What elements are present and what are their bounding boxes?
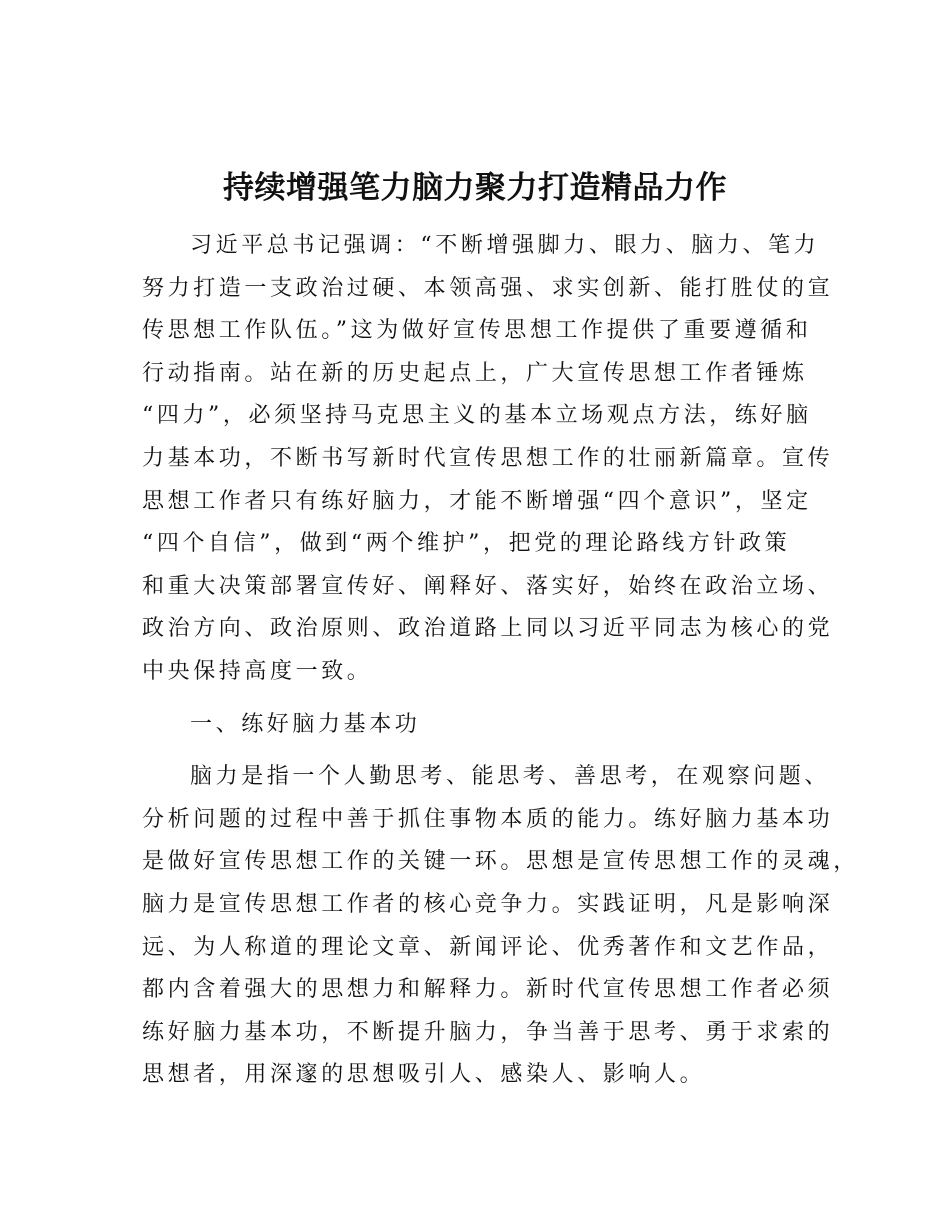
text-line: 习近平总书记强调：“不断增强脚力、眼力、脑力、笔力 [190, 233, 820, 258]
paragraph-intro [142, 225, 834, 694]
section-heading: 一、练好脑力基本功 [190, 711, 421, 737]
text-line: 分析问题的过程中善于抓住事物本质的能力。练好脑力基本功 [142, 806, 834, 832]
paragraph-spacer [142, 746, 822, 756]
text-line: 中央保持高度一致。 [142, 658, 373, 684]
text-line: 和重大决策部署宣传好、阐释好、落实好，始终在政治立场、 [142, 573, 834, 599]
text-line: “四力”，必须坚持马克思主义的基本立场观点方法，练好脑 [142, 403, 812, 429]
text-line: 行动指南。站在新的历史起点上，广大宣传思想工作者锤炼 [142, 360, 808, 386]
text-line: 是做好宣传思想工作的关键一环。思想是宣传思想工作的灵魂， [142, 849, 859, 875]
text-line: 练好脑力基本功，不断提升脑力，争当善于思考、勇于求索的 [142, 1019, 834, 1045]
text-line: 都内含着强大的思想力和解释力。新时代宣传思想工作者必须 [142, 977, 834, 1003]
paragraph-spacer [142, 694, 822, 704]
text-line: 政治方向、政治原则、政治道路上同以习近平同志为核心的党 [142, 616, 834, 642]
text-line: 脑力是指一个人勤思考、能思考、善思考，在观察问题、 [190, 764, 831, 790]
document-title: 持续增强笔力脑力聚力打造精品力作 [223, 170, 727, 206]
text-line: 远、为人称道的理论文章、新闻评论、优秀著作和文艺作品， [142, 934, 834, 960]
text-line: 传思想工作队伍。”这为做好宣传思想工作提供了重要遵循和 [142, 318, 812, 344]
text-line: 脑力是宣传思想工作者的核心竞争力。实践证明，凡是影响深 [142, 891, 834, 917]
text-line: 力基本功，不断书写新时代宣传思想工作的壮丽新篇章。宣传 [142, 445, 834, 471]
paragraph-section-1 [142, 756, 859, 1097]
document-body [142, 225, 859, 1097]
text-line: 思想工作者只有练好脑力，才能不断增强“四个意识”，坚定 [142, 488, 812, 514]
text-line: “四个自信”，做到“两个维护”，把党的理论路线方针政策 [142, 531, 791, 557]
text-line: 努力打造一支政治过硬、本领高强、求实创新、能打胜仗的宣 [142, 275, 834, 301]
text-line: 思想者，用深邃的思想吸引人、感染人、影响人。 [142, 1062, 706, 1088]
